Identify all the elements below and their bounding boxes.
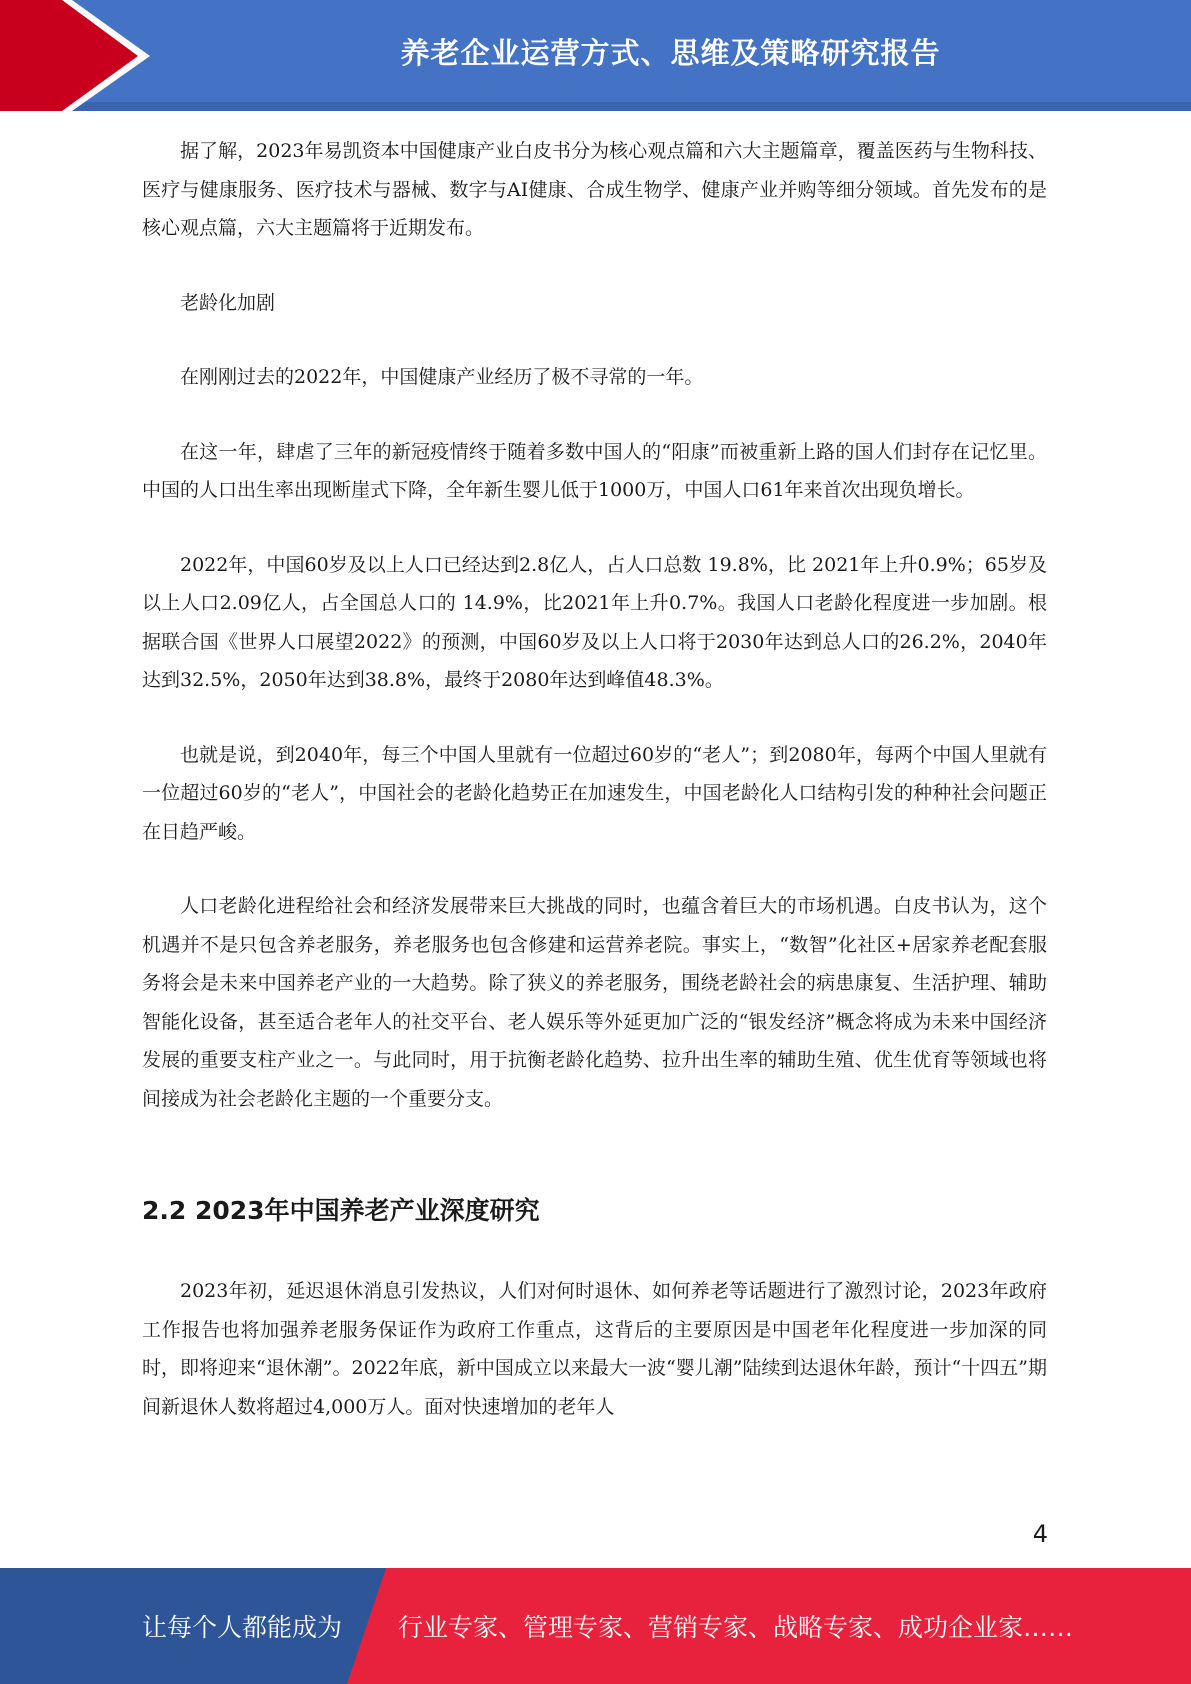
header-underline [0,102,1191,111]
page-footer [0,1568,1191,1684]
subheading-aging: 老龄化加剧 [180,291,276,314]
page-number: 4 [1032,1520,1048,1548]
header-title: 养老企业运营方式、思维及策略研究报告 [400,35,941,70]
document-body [142,132,1047,1462]
paragraph-whitepaper-intro: 据了解，2023年易凯资本中国健康产业白皮书分为核心观点篇和六大主题篇章，覆盖医药与生物科技、医疗与健康服务、医疗技术与器械、数字与AI健康、合成生物学、健康产业并购等细分领域。首先发布的是核心观点篇，六大主题篇将于近期发布。 [142,140,1047,239]
footer-slogan-right: 行业专家、管理专家、营销专家、战略专家、成功企业家…… [398,1613,1074,1642]
header-arrow [0,0,138,111]
paragraph-market-opportunity: 人口老龄化进程给社会和经济发展带来巨大挑战的同时，也蕴含着巨大的市场机遇。白皮书认为，这个机遇并不是只包含养老服务，养老服务也包含修建和运营养老院。事实上，“数智”化社区+居家养老配套服务将会是未来中国养老产业的一大趋势。除了狭义的养老服务，围绕老龄社会的病患康复、生活护理、辅助智能化设备，甚至适合老年人的社交平台、老人娱乐等外延更加广泛的“银发经济”概念将成为未来中国经济发展的重要支柱产业之一。与此同时，用于抗衡老龄化趋势、拉升出生率的辅助生殖、优生优育等领域也将间接成为社会老龄化主题的一个重要分支。 [142,895,1047,1110]
paragraph-population-stats: 2022年，中国60岁及以上人口已经达到2.8亿人，占人口总数 19.8%，比 2021年上升0.9%；65岁及以上人口2.09亿人，占全国总人口的 14.9%，比2021年上升0.7%。我国人口老龄化程度进一步加剧。根据联合国《世界人口展望2022》的预测，中国60岁及以上人口将于2030年达到总人口的26.2%，2040年达到32.5%，2050年达到38.8%，最终于2080年达到峰值48.3%。 [142,553,1047,691]
paragraph-retirement-wave: 2023年初，延迟退休消息引发热议，人们对何时退休、如何养老等话题进行了激烈讨论，2023年政府工作报告也将加强养老服务保证作为政府工作重点，这背后的主要原因是中国老年化程度进一步加深的同时，即将迎来“退休潮”。2022年底，新中国成立以来最大一波“婴儿潮”陆续到达退休年龄，预计“十四五”期间新退休人数将超过4,000万人。面对快速增加的老年人 [142,1280,1047,1418]
footer-slogan-left: 让每个人都能成为 [142,1613,343,1642]
paragraph-aging-trend: 也就是说，到2040年，每三个中国人里就有一位超过60岁的“老人”；到2080年，每两个中国人里就有一位超过60岁的“老人”，中国社会的老龄化趋势正在加速发生，中国老龄化人口结构引发的种种社会问题正在日趋严峻。 [142,743,1047,843]
page-header [0,0,1191,111]
paragraph-2022-year: 在刚刚过去的2022年，中国健康产业经历了极不寻常的一年。 [180,366,704,388]
section-heading: 2.2 2023年中国养老产业深度研究 [142,1196,540,1225]
paragraph-birth-rate: 在这一年，肆虐了三年的新冠疫情终于随着多数中国人的“阳康”而被重新上路的国人们封存在记忆里。中国的人口出生率出现断崖式下降，全年新生婴儿低于1000万，中国人口61年来首次出现负增长。 [142,440,1047,501]
